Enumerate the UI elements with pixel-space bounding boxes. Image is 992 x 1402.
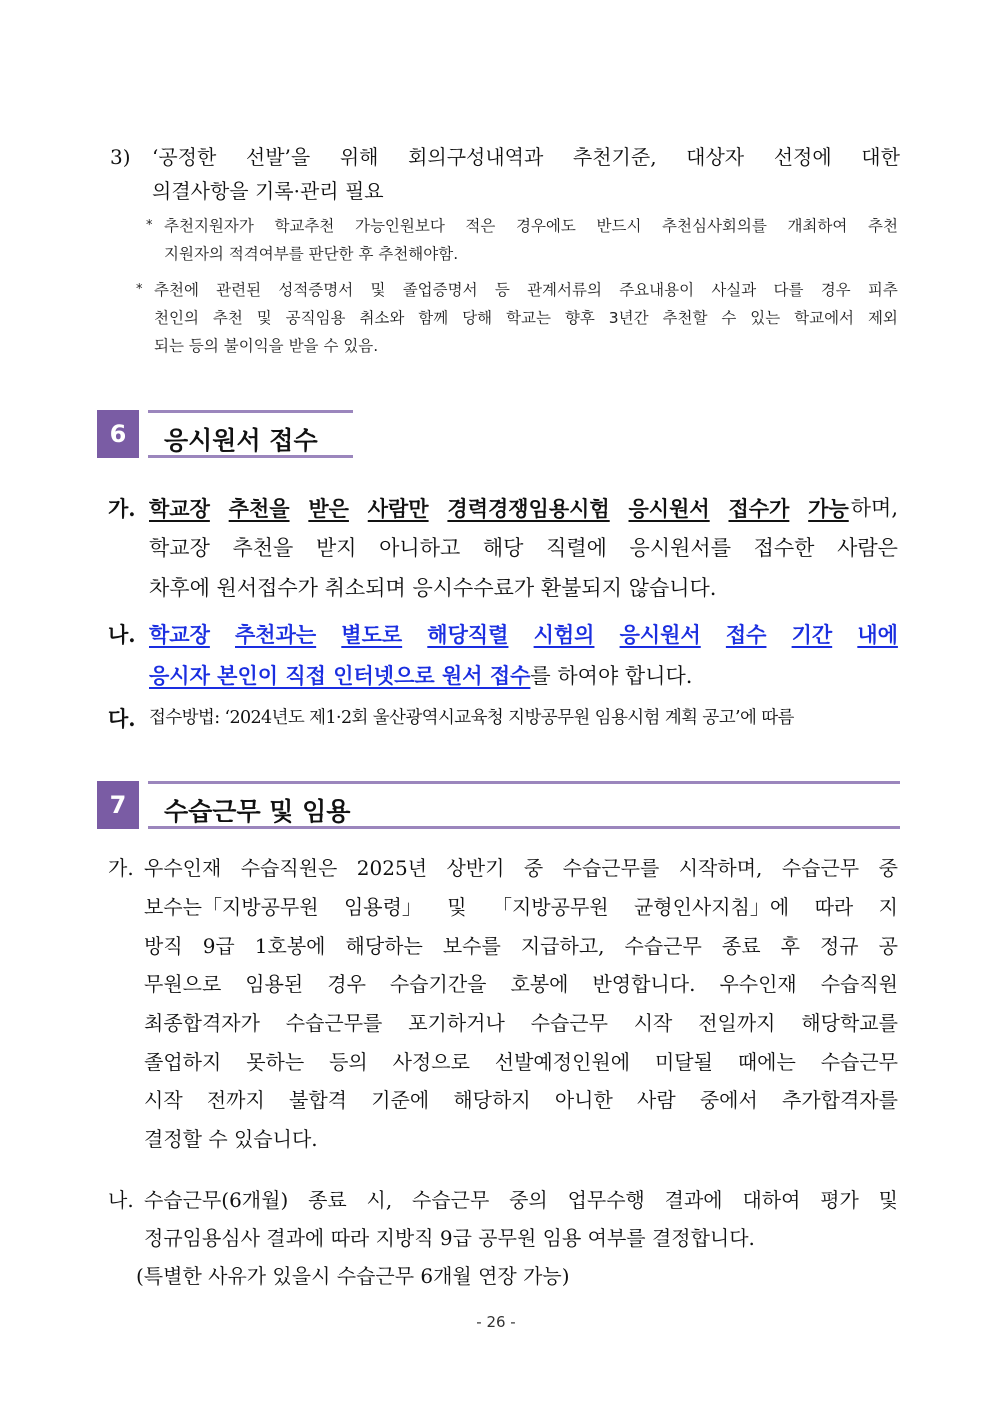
word: 추천을 xyxy=(228,496,290,521)
word: 시, xyxy=(366,1188,393,1212)
page-number: - 26 - xyxy=(476,1313,516,1331)
word: 때에는 xyxy=(737,1050,796,1074)
emphasis-blue-line2: 응시자 본인이 직접 인터넷으로 원서 접수 xyxy=(149,663,531,688)
word: 못하는 xyxy=(246,1050,305,1074)
word: 종료 xyxy=(721,934,761,958)
item-line3: 차후에 원서접수가 취소되며 응시수수료가 환불되지 않습니다. xyxy=(149,576,717,600)
word: 함께 xyxy=(418,309,449,327)
item-label: 가. xyxy=(108,856,134,880)
word: 경력경쟁임용시험 xyxy=(447,496,610,521)
word: 추천지원자가 xyxy=(164,217,254,235)
word: 추천심사회의를 xyxy=(662,217,767,235)
word: 임용된 xyxy=(245,972,304,996)
item-line2: 정규임용심사 결과에 따라 지방직 9급 공무원 임용 여부를 결정합니다. xyxy=(144,1226,755,1250)
word: 경우 xyxy=(820,281,851,299)
word: 시험의 xyxy=(533,622,595,647)
word: 평가 xyxy=(820,1188,859,1212)
item-line1 xyxy=(144,1181,898,1219)
word: 중에서 xyxy=(699,1088,758,1112)
word: 선정에 xyxy=(773,145,832,169)
word: 결과에 xyxy=(664,1188,723,1212)
note-2-asterisk: * xyxy=(136,282,143,297)
word: 선발예정인원에 xyxy=(494,1050,631,1074)
note-2-line1 xyxy=(154,276,898,304)
word: 무원으로 xyxy=(144,972,222,996)
word: 학교장 xyxy=(149,622,210,647)
word: 수습근무 xyxy=(530,1011,608,1035)
word: 중 xyxy=(523,856,544,880)
word: 응시원서 xyxy=(628,496,710,521)
word: 직렬에 xyxy=(546,536,607,560)
word: 공 xyxy=(878,934,898,958)
item-line-2 xyxy=(144,888,898,926)
word: 기간 xyxy=(791,622,833,647)
word: 수 xyxy=(721,309,737,327)
item-line3: (특별한 사유가 있을시 수습근무 6개월 연장 가능) xyxy=(136,1264,570,1288)
word: 내에 xyxy=(857,622,898,647)
item-3-line2: 의결사항을 기록·관리 필요 xyxy=(152,179,384,203)
item-3-line1 xyxy=(152,140,900,174)
note-1-line2: 지원자의 적격여부를 판단한 후 추천해야함. xyxy=(164,245,459,263)
word: 성적증명서 xyxy=(278,281,354,299)
word: 및 xyxy=(878,1188,898,1212)
item-line2-tail: 를 하여야 합니다. xyxy=(530,664,693,688)
word: 접수 xyxy=(725,622,767,647)
word: 수습근무 xyxy=(412,1188,490,1212)
word: 학교장 xyxy=(149,496,210,521)
word: 미달될 xyxy=(654,1050,713,1074)
word: 해당학교를 xyxy=(801,1011,898,1035)
word: 향후 xyxy=(564,309,595,327)
emphasis-blue-line1 xyxy=(149,615,898,654)
word: 수습근무(6개월) xyxy=(144,1188,289,1212)
word: 따라 xyxy=(814,895,854,919)
item-line2 xyxy=(149,529,898,568)
word: 학교는 xyxy=(506,309,551,327)
word: 해당 xyxy=(482,536,524,560)
item-label: 나. xyxy=(108,622,136,647)
word: 및 xyxy=(447,895,467,919)
item-line-3 xyxy=(144,927,898,965)
word: 학교에서 xyxy=(794,309,855,327)
section-6-header xyxy=(97,410,353,460)
word: 2025년 xyxy=(356,856,428,880)
word: 졸업하지 xyxy=(144,1050,222,1074)
word: 수습근무를 xyxy=(562,856,660,880)
word: 제외 xyxy=(867,309,898,327)
word: 수습근무를 xyxy=(285,1011,383,1035)
section-7-title-frame xyxy=(148,781,900,829)
word: 균형인사지침」에 xyxy=(633,895,790,919)
word: 시작 xyxy=(633,1011,673,1035)
word: 가능인원보다 xyxy=(354,217,445,235)
word: 우수인재 xyxy=(144,856,222,880)
word: 공직임용 xyxy=(285,309,346,327)
word: 등 xyxy=(494,281,510,299)
word: 지급하고, xyxy=(520,934,605,958)
section-7-title: 수습근무 및 임용 xyxy=(164,797,351,826)
word: 사정으로 xyxy=(392,1050,470,1074)
word: 위해 xyxy=(339,145,379,169)
item-line-6 xyxy=(144,1043,898,1081)
word: 호봉에 xyxy=(510,972,569,996)
word: 취소와 xyxy=(359,309,405,327)
section-6-title-frame xyxy=(148,410,353,458)
word: 접수가 xyxy=(728,496,790,521)
word: 수습근무 xyxy=(781,856,860,880)
note-1-line1 xyxy=(164,212,898,240)
word: 해당직렬 xyxy=(427,622,509,647)
emphasis-text xyxy=(149,489,849,528)
word: 전일까지 xyxy=(698,1011,776,1035)
word: 방직 xyxy=(144,934,183,958)
item-label: 나. xyxy=(108,1188,134,1212)
word: 수습근무 xyxy=(624,934,702,958)
word: 우수인재 xyxy=(719,972,797,996)
word: 추천과는 xyxy=(235,622,317,647)
word: 업무수행 xyxy=(567,1188,645,1212)
word: 회의구성내역과 xyxy=(408,145,544,169)
section-7-number: 7 xyxy=(97,781,139,829)
word: 지 xyxy=(878,895,898,919)
item-line2 xyxy=(149,656,898,696)
word: 천인의 xyxy=(154,309,199,327)
word: 적은 xyxy=(465,217,496,235)
word: 주요내용이 xyxy=(619,281,695,299)
item-line1 xyxy=(149,489,898,528)
word: 개최하여 xyxy=(787,217,848,235)
word: 1호봉에 xyxy=(254,934,326,958)
word: 관련된 xyxy=(216,281,262,299)
word: 추천 xyxy=(212,309,243,327)
word: 학교추천 xyxy=(274,217,335,235)
word: 받지 xyxy=(315,536,357,560)
word: 후 xyxy=(780,934,800,958)
word: 중의 xyxy=(509,1188,548,1212)
item-label: 가. xyxy=(108,496,136,521)
word: 정규 xyxy=(819,934,859,958)
word: 아니하고 xyxy=(379,536,461,560)
word: 대상자 xyxy=(686,145,745,169)
item-label: 다. xyxy=(108,706,136,731)
word: 다를 xyxy=(773,281,804,299)
word: 최종합격자가 xyxy=(144,1011,260,1035)
word: 9급 xyxy=(202,934,235,958)
word: 불합격 xyxy=(289,1088,347,1112)
word: 반영합니다. xyxy=(592,972,696,996)
note-2-line2 xyxy=(154,304,898,332)
word: 대한 xyxy=(861,145,900,169)
word: 해당하지 xyxy=(453,1088,531,1112)
word: 관계서류의 xyxy=(527,281,602,299)
word: 가능 xyxy=(808,496,849,521)
word: 있는 xyxy=(750,309,781,327)
word: 3년간 xyxy=(608,309,649,327)
word: 종료 xyxy=(308,1188,347,1212)
word: 당해 xyxy=(462,309,493,327)
word: 받은 xyxy=(308,496,349,521)
word: 해당하는 xyxy=(345,934,423,958)
item-line-7 xyxy=(144,1081,898,1119)
word: 반드시 xyxy=(596,217,642,235)
word: 중 xyxy=(878,856,898,880)
word: 피추 xyxy=(867,281,898,299)
word: 수습근무 xyxy=(820,1050,898,1074)
word: 전까지 xyxy=(206,1088,265,1112)
section-6-number: 6 xyxy=(97,410,139,458)
word: 추천기준, xyxy=(572,145,657,169)
word: 학교장 xyxy=(149,536,210,560)
word: 및 xyxy=(370,281,386,299)
item-text: 접수방법: ‘2024년도 제1·2회 울산광역시교육청 지방공무원 임용시험 계획 공고’에 따름 xyxy=(149,708,794,728)
word: 추천을 xyxy=(232,536,294,560)
section-7-header xyxy=(97,781,900,831)
word: 대하여 xyxy=(742,1188,801,1212)
word: 등의 xyxy=(329,1050,368,1074)
word: 접수한 xyxy=(753,536,815,560)
section-6-title: 응시원서 접수 xyxy=(164,426,318,455)
word: 경우 xyxy=(327,972,366,996)
word: 아니한 xyxy=(554,1088,613,1112)
word: 응시원서 xyxy=(619,622,701,647)
word: 졸업증명서 xyxy=(402,281,478,299)
item-last-line: 결정할 수 있습니다. xyxy=(144,1127,318,1151)
word: 시작 xyxy=(144,1088,183,1112)
word: 및 xyxy=(256,309,272,327)
item-line1-tail: 하며, xyxy=(850,496,898,520)
word: 기준에 xyxy=(371,1088,430,1112)
note-2-line3: 되는 등의 불이익을 받을 수 있음. xyxy=(154,337,379,355)
word: 상반기 xyxy=(446,856,505,880)
word: 경우에도 xyxy=(515,217,576,235)
word: 사람 xyxy=(637,1088,676,1112)
word: 보수는「지방공무원 xyxy=(144,895,319,919)
word: 사람만 xyxy=(367,496,429,521)
word: 추천 xyxy=(867,217,898,235)
word: 수습직원은 xyxy=(240,856,338,880)
item-line-1 xyxy=(144,849,898,887)
word: 사실과 xyxy=(711,281,757,299)
word: 수습직원 xyxy=(820,972,898,996)
word: 응시원서를 xyxy=(629,536,731,560)
word: 추천에 xyxy=(154,281,199,299)
word: ‘공정한 xyxy=(152,145,217,169)
word: 「지방공무원 xyxy=(491,895,609,919)
word: 사람은 xyxy=(837,536,898,560)
word: 시작하며, xyxy=(678,856,763,880)
word: 수습기간을 xyxy=(389,972,487,996)
word: 별도로 xyxy=(341,622,403,647)
word: 선발’을 xyxy=(245,145,311,169)
word: 추가합격자를 xyxy=(782,1088,898,1112)
word: 추천할 xyxy=(662,309,708,327)
word: 임용령」 xyxy=(343,895,422,919)
item-3-label: 3) xyxy=(110,145,131,169)
item-line-4 xyxy=(144,965,898,1003)
word: 포기하거나 xyxy=(408,1011,505,1035)
item-line-5 xyxy=(144,1004,898,1042)
word: 보수를 xyxy=(442,934,501,958)
note-1-asterisk: * xyxy=(146,218,153,233)
